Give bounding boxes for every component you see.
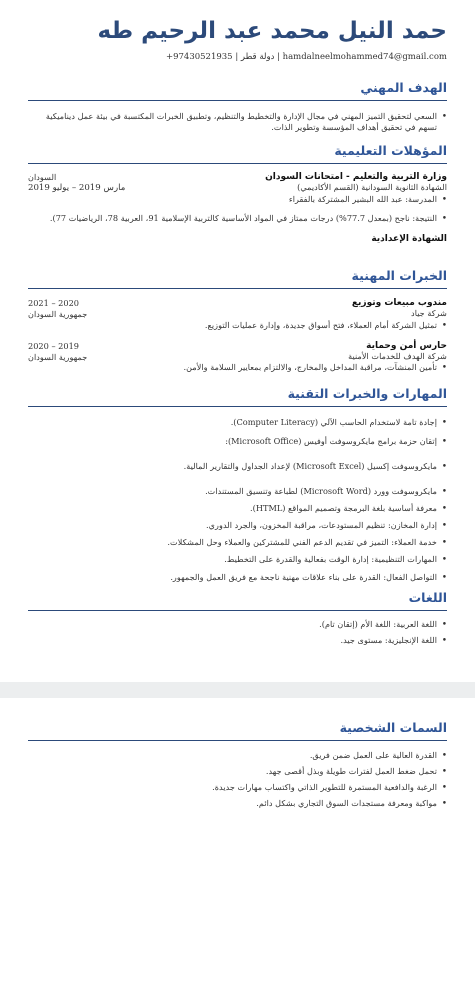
- traits-section: [28, 720, 447, 809]
- language-item: • اللغة العربية: اللغة الأم (إتقان تام).: [28, 619, 447, 630]
- candidate-name: حمد النيل محمد عبد الرحيم طه: [97, 18, 447, 44]
- education-school: • المدرسة: عبد الله البشير المشتركة بالفقراء: [28, 194, 447, 205]
- education-entry: [28, 172, 447, 244]
- job-dates: 2019 – 2020: [28, 340, 79, 351]
- job-role: حارس أمن وحماية: [366, 340, 447, 351]
- skill-item: • إجادة تامة لاستخدام الحاسب الآلي (Computer Literacy).: [28, 417, 447, 428]
- education-section: [28, 143, 447, 244]
- job-company: شركة جياد: [411, 308, 447, 318]
- separator: |: [235, 52, 239, 62]
- skill-item: • معرفة أساسية بلغة البرمجة وتصميم المواقع (HTML).: [28, 503, 447, 514]
- trait-item: • تحمل ضغط العمل لفترات طويلة وبذل أقصى جهد.: [28, 766, 447, 777]
- job-entry: [28, 298, 447, 331]
- section-title-education: المؤهلات التعليمية: [28, 143, 447, 164]
- job-dates: 2020 – 2021: [28, 298, 79, 308]
- skill-item: • مايكروسوفت وورد (Microsoft Word) لطباعة وتنسيق المستندات.: [28, 486, 447, 497]
- education-country: السودان: [28, 172, 57, 182]
- education-org: وزارة التربية والتعليم - امتحانات السودان: [265, 172, 447, 182]
- job-country: جمهورية السودان: [28, 351, 88, 362]
- education-secondary: الشهادة الإعدادية: [371, 233, 447, 244]
- section-title-languages: اللغات: [28, 590, 447, 611]
- education-side: [28, 172, 125, 195]
- job-side: [28, 341, 87, 363]
- section-title-objective: الهدف المهني: [28, 80, 447, 101]
- section-title-experience: الخبرات المهنية: [28, 268, 447, 289]
- skills-section: [28, 386, 447, 589]
- skill-item: • المهارات التنظيمية: إدارة الوقت بفعالية والقدرة على التخطيط.: [28, 554, 447, 565]
- email[interactable]: hamdalneelmohammed74@gmail.com: [282, 52, 447, 62]
- skill-item: • مايكروسوفت إكسيل (Microsoft Excel) لإعداد الجداول والتقارير المالية.: [28, 461, 447, 472]
- skill-item: • إدارة المخازن: تنظيم المستودعات، مراقبة المخزون، والجرد الدوري.: [28, 520, 447, 531]
- section-title-skills: المهارات والخبرات التقنية: [28, 386, 447, 407]
- skill-item: • إتقان حزمة برامج مايكروسوفت أوفيس (Microsoft Office):: [28, 436, 447, 447]
- objective-section: [28, 80, 447, 133]
- job-company: شركة الهدف للخدمات الأمنية: [348, 350, 447, 361]
- trait-item: • الرغبة والدافعية المستمرة للتطوير الذاتي واكتساب مهارات جديدة.: [28, 782, 447, 793]
- education-result: • النتيجة: ناجح (بمعدل 77.7%) درجات ممتاز في المواد الأساسية كالتربية الإسلامية 91، العربية 78، الرياضيات 77).: [28, 213, 447, 224]
- education-dates: مارس 2019 – يوليو 2019: [28, 183, 126, 194]
- section-title-traits: السمات الشخصية: [28, 720, 447, 741]
- job-role: مندوب مبيعات وتوزيع: [351, 298, 447, 308]
- job-description: • تمثيل الشركة أمام العملاء، فتح أسواق جديدة، وإدارة عمليات التوزيع.: [28, 320, 447, 331]
- languages-section: [28, 590, 447, 646]
- objective-text: • السعي لتحقيق التميز المهني في مجال الإدارة والتخطيط والتنظيم، وتطبيق الخبرات المكتسبة في بيئة عمل ديناميكية تسهم في تحقيق أهداف المؤسسة وتطوير الذات.: [28, 111, 447, 133]
- job-side: [28, 298, 87, 320]
- trait-item: • مواكبة ومعرفة مستجدات السوق التجاري بشكل دائم.: [28, 798, 447, 809]
- separator: |: [277, 52, 280, 62]
- page-break: [0, 682, 475, 698]
- experience-section: [28, 268, 447, 373]
- job-country: جمهورية السودان: [28, 309, 88, 320]
- skill-item: • خدمة العملاء: التميز في تقديم الدعم الفني للمشتركين والعملاء وحل المشكلات.: [28, 537, 447, 548]
- contact-line: [20, 52, 447, 62]
- job-description: • تأمين المنشآت، مراقبة المداخل والمخارج، والالتزام بمعايير السلامة والأمن.: [28, 362, 447, 373]
- trait-item: • القدرة العالية على العمل ضمن فريق.: [28, 750, 447, 761]
- skill-item: • التواصل الفعال: القدرة على بناء علاقات مهنية ناجحة مع فريق العمل والجمهور.: [28, 572, 447, 583]
- job-entry: [28, 341, 447, 374]
- resume-page-2: [0, 698, 475, 1000]
- education-degree: الشهادة الثانوية السودانية (القسم الأكاديمي): [297, 182, 447, 192]
- location: دولة قطر: [240, 52, 275, 62]
- language-item: • اللغة الإنجليزية: مستوى جيد.: [28, 635, 447, 646]
- phone[interactable]: +97430521935: [165, 52, 233, 62]
